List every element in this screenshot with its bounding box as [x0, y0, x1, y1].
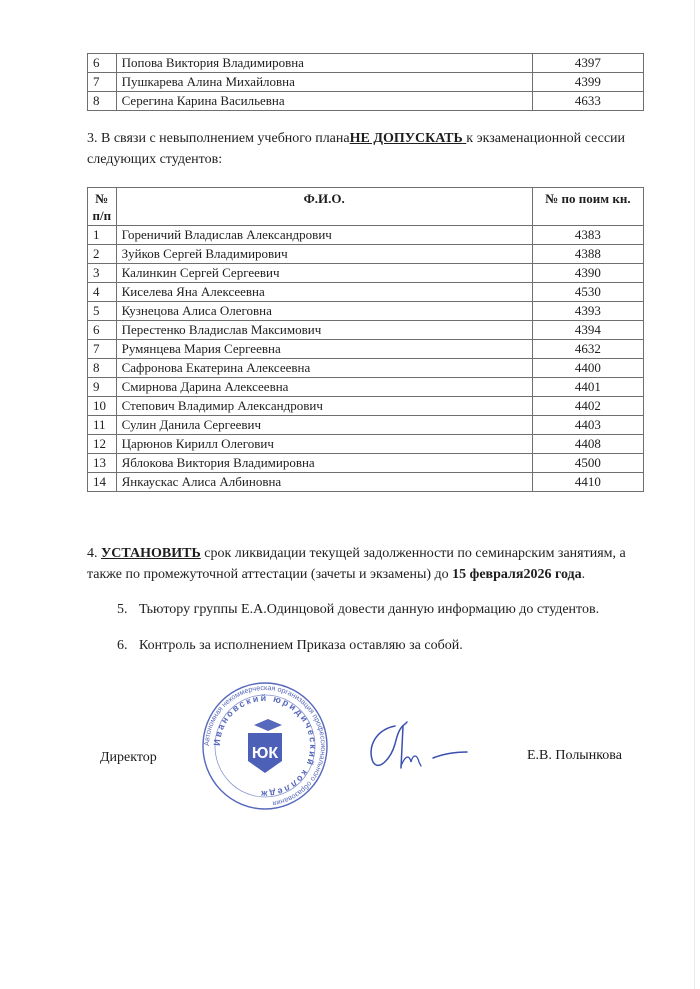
row-number: 6: [88, 321, 117, 340]
student-name: Яблокова Виктория Владимировна: [116, 454, 532, 473]
table-row: [88, 454, 644, 473]
student-name: Калинкин Сергей Сергеевич: [116, 264, 532, 283]
table-row: [88, 378, 644, 397]
svg-text:Ивановский юридический колледж: Ивановский юридический колледж: [211, 692, 319, 800]
item-3-suffix: к экзаменационной сессии: [466, 131, 626, 146]
record-book-number: 4408: [532, 435, 643, 454]
item-4-number: 4.: [87, 546, 98, 561]
student-name: Смирнова Дарина Алексеевна: [116, 378, 532, 397]
record-book-number: 4402: [532, 397, 643, 416]
record-book-number: 4388: [532, 245, 643, 264]
signatory-role: Директор: [100, 750, 157, 765]
table-row: [88, 473, 644, 492]
svg-text:ЮК: ЮК: [251, 745, 279, 762]
record-book-number: 4400: [532, 359, 643, 378]
item-3-paragraph: [87, 128, 657, 170]
row-number: 13: [88, 454, 117, 473]
item-4-emphasis: УСТАНОВИТЬ: [101, 546, 201, 561]
signatory-name: Е.В. Полынкова: [527, 748, 622, 763]
student-name: Серегина Карина Васильевна: [116, 92, 532, 111]
table-row: [88, 73, 644, 92]
item-6-number: 6.: [117, 638, 128, 653]
item-3-line2: следующих студентов:: [87, 152, 223, 167]
item-3-emphasis: НЕ ДОПУСКАТЬ: [349, 131, 463, 146]
continued-students-table: [87, 53, 644, 111]
item-6: [117, 638, 463, 654]
table-row: [88, 264, 644, 283]
item-4-deadline: 15 февраля2026 года: [452, 567, 582, 582]
row-number: 3: [88, 264, 117, 283]
row-number: 12: [88, 435, 117, 454]
row-number: 1: [88, 226, 117, 245]
excluded-students-table: [87, 187, 644, 492]
svg-text:Автономная некоммерческая орга: Автономная некоммерческая организация профессионального образования: [201, 682, 329, 809]
student-name: Сулин Данила Сергеевич: [116, 416, 532, 435]
table-row: [88, 302, 644, 321]
table-row: [88, 397, 644, 416]
item-4-line2: также по промежуточной аттестации (зачеты и экзамены) до: [87, 567, 449, 582]
table-header-row: [88, 188, 644, 226]
row-number: 2: [88, 245, 117, 264]
row-number: 7: [88, 340, 117, 359]
row-number: 9: [88, 378, 117, 397]
record-book-number: 4397: [532, 54, 643, 73]
record-book-number: 4394: [532, 321, 643, 340]
student-name: Кузнецова Алиса Олеговна: [116, 302, 532, 321]
header-record-book: № по поим кн.: [532, 188, 643, 226]
table-row: [88, 283, 644, 302]
row-number: 7: [88, 73, 117, 92]
record-book-number: 4401: [532, 378, 643, 397]
student-name: Перестенко Владислав Максимович: [116, 321, 532, 340]
row-number: 8: [88, 92, 117, 111]
record-book-number: 4530: [532, 283, 643, 302]
row-number: 8: [88, 359, 117, 378]
student-name: Пушкарева Алина Михайловна: [116, 73, 532, 92]
record-book-number: 4399: [532, 73, 643, 92]
row-number: 5: [88, 302, 117, 321]
student-name: Румянцева Мария Сергеевна: [116, 340, 532, 359]
record-book-number: 4500: [532, 454, 643, 473]
header-full-name: Ф.И.О.: [116, 188, 532, 226]
record-book-number: 4410: [532, 473, 643, 492]
item-4-line1: срок ликвидации текущей задолженности по семинарским занятиям, а: [204, 546, 626, 561]
official-stamp-icon: [200, 681, 330, 811]
item-4-paragraph: 4. УСТАНОВИТЬ срок ликвидации текущей задолженности по семинарским занятиям, а также по промежуточной аттестации (зачеты и экзамены) до 15 февраля2026 года.: [87, 546, 626, 582]
row-number: 11: [88, 416, 117, 435]
scan-edge-line: [694, 0, 695, 989]
item-5: [117, 602, 599, 618]
item-5-text: Тьютору группы Е.А.Одинцовой довести данную информацию до студентов.: [139, 602, 600, 617]
table-row: [88, 92, 644, 111]
record-book-number: 4390: [532, 264, 643, 283]
table-row: [88, 435, 644, 454]
table-row: [88, 416, 644, 435]
record-book-number: 4632: [532, 340, 643, 359]
row-number: 4: [88, 283, 117, 302]
item-3-prefix: 3. В связи с невыполнением учебного плана: [87, 131, 350, 146]
student-name: Киселева Яна Алексеевна: [116, 283, 532, 302]
record-book-number: 4403: [532, 416, 643, 435]
table-row: [88, 359, 644, 378]
record-book-number: 4393: [532, 302, 643, 321]
table-row: [88, 321, 644, 340]
director-signature-icon: [365, 718, 475, 778]
header-row-number: № п/п: [88, 188, 117, 226]
record-book-number: 4633: [532, 92, 643, 111]
student-name: Зуйков Сергей Владимирович: [116, 245, 532, 264]
student-name: Степович Владимир Александрович: [116, 397, 532, 416]
student-name: Попова Виктория Владимировна: [116, 54, 532, 73]
table-row: [88, 226, 644, 245]
table-row: [88, 245, 644, 264]
record-book-number: 4383: [532, 226, 643, 245]
row-number: 6: [88, 54, 117, 73]
table-row: [88, 54, 644, 73]
student-name: Царюнов Кирилл Олегович: [116, 435, 532, 454]
table-row: [88, 340, 644, 359]
row-number: 14: [88, 473, 117, 492]
row-number: 10: [88, 397, 117, 416]
student-name: Сафронова Екатерина Алексеевна: [116, 359, 532, 378]
student-name: Янкаускас Алиса Албиновна: [116, 473, 532, 492]
student-name: Гореничий Владислав Александрович: [116, 226, 532, 245]
item-6-text: Контроль за исполнением Приказа оставляю за собой.: [139, 638, 463, 653]
item-5-number: 5.: [117, 602, 128, 617]
